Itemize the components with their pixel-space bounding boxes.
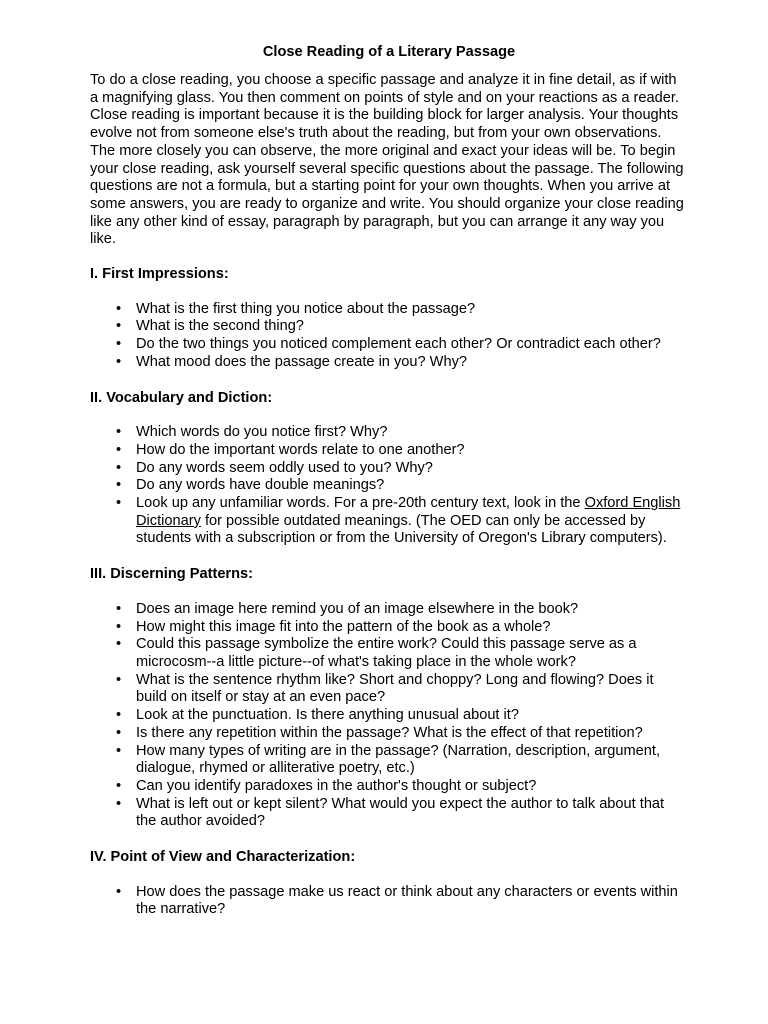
list-item (90, 460, 688, 478)
intro-paragraph: To do a close reading, you choose a specific passage and analyze it in fine detail, as if with a magnifying glass. You then comment on points of style and on your reactions as a reader. Close reading is important because it is the building block for larger analysis. Your thoughts evolve not from someone else's truth about the reading, but from your own observations. The more closely you can observe, the more original and exact your ideas will be. To begin your close reading, ask yourself several specific questions about the passage. The following questions are not a formula, but a starting point for your own thoughts. When you arrive at some answers, you are ready to organize and write. You should organize your close reading like any other kind of essay, paragraph by paragraph, but you can arrange it any way you like. (90, 72, 684, 248)
list-item (90, 672, 688, 707)
list-item (90, 477, 688, 495)
list-item (90, 424, 688, 442)
bullet-icon: • (116, 477, 122, 494)
list-item-text: What is the first thing you notice about the passage? (136, 300, 476, 317)
bullet-icon: • (116, 353, 122, 370)
bullet-icon: • (116, 883, 122, 900)
list-item (90, 354, 688, 372)
list-item (90, 778, 688, 796)
list-item-text: What is the sentence rhythm like? Short and choppy? Long and flowing? Does it build on itself or stay at an even pace? (136, 671, 654, 706)
section-heading-point-of-view: IV. Point of View and Characterization: (90, 849, 356, 866)
list-item (90, 301, 688, 319)
list-item-text: Can you identify paradoxes in the author's thought or subject? (136, 777, 537, 794)
list-item-text: Does an image here remind you of an image elsewhere in the book? (136, 600, 579, 617)
bullet-icon: • (116, 707, 122, 724)
oxford-english-dictionary-link[interactable]: Oxford English Dictionary (136, 495, 681, 529)
list-item-text: How does the passage make us react or think about any characters or events within the narrative? (136, 883, 678, 918)
list-item-text: Do any words have double meanings? (136, 477, 385, 494)
list-item (90, 601, 688, 619)
list-item (90, 636, 688, 671)
list-item-text: Look at the punctuation. Is there anything unusual about it? (136, 707, 519, 724)
bullet-icon: • (116, 777, 122, 794)
section-heading-vocabulary-diction: II. Vocabulary and Diction: (90, 389, 273, 406)
bullet-list-point-of-view (90, 884, 688, 919)
bullet-icon: • (116, 600, 122, 617)
bullet-list-first-impressions (90, 301, 688, 372)
list-item (90, 318, 688, 336)
section-heading-discerning-patterns: III. Discerning Patterns: (90, 566, 254, 583)
bullet-icon: • (116, 742, 122, 759)
bullet-icon: • (116, 795, 122, 812)
list-item-text-after-link: for possible outdated meanings. (The OED can only be accessed by students with a subscription or from the University of Oregon's Library computers). (136, 512, 667, 547)
document-title: Close Reading of a Literary Passage (262, 44, 516, 60)
list-item-text: What is the second thing? (136, 318, 304, 335)
list-item-text: How might this image fit into the pattern of the book as a whole? (136, 618, 551, 635)
list-item-text: Do any words seem oddly used to you? Why? (136, 459, 433, 476)
section-heading-first-impressions: I. First Impressions: (90, 266, 229, 283)
bullet-icon: • (116, 495, 122, 512)
list-item (90, 707, 688, 725)
list-item-text: Which words do you notice first? Why? (136, 424, 388, 441)
bullet-icon: • (116, 618, 122, 635)
bullet-icon: • (116, 424, 122, 441)
bullet-icon: • (116, 336, 122, 353)
bullet-icon: • (116, 724, 122, 741)
list-item-text: How many types of writing are in the passage? (Narration, description, argument, dialogue, rhymed or alliterative poetry, etc.) (136, 742, 661, 777)
list-item (90, 442, 688, 460)
bullet-list-vocabulary-diction (90, 424, 688, 548)
bullet-icon: • (116, 300, 122, 317)
list-item-text: Do the two things you noticed complement each other? Or contradict each other? (136, 336, 661, 353)
bullet-icon: • (116, 636, 122, 653)
list-item (90, 796, 688, 831)
list-item-text: What mood does the passage create in you? Why? (136, 353, 467, 370)
list-item-text: How do the important words relate to one another? (136, 441, 465, 458)
bullet-icon: • (116, 318, 122, 335)
list-item-text: Is there any repetition within the passage? What is the effect of that repetition? (136, 724, 643, 741)
list-item-text: Could this passage symbolize the entire work? Could this passage serve as a microcosm--a little picture--of what's taking place in the whole work? (136, 636, 637, 670)
list-item-text: What is left out or kept silent? What would you expect the author to talk about that the author avoided? (136, 795, 665, 830)
bullet-icon: • (116, 459, 122, 476)
list-item (90, 884, 688, 919)
list-item (90, 495, 688, 548)
bullet-list-discerning-patterns (90, 601, 688, 831)
list-item (90, 725, 688, 743)
list-item (90, 743, 688, 778)
list-item-text-before-link: Look up any unfamiliar words. For a pre-20th century text, look in the (136, 495, 585, 512)
list-item (90, 336, 688, 354)
list-item (90, 619, 688, 637)
bullet-icon: • (116, 441, 122, 458)
bullet-icon: • (116, 671, 122, 688)
